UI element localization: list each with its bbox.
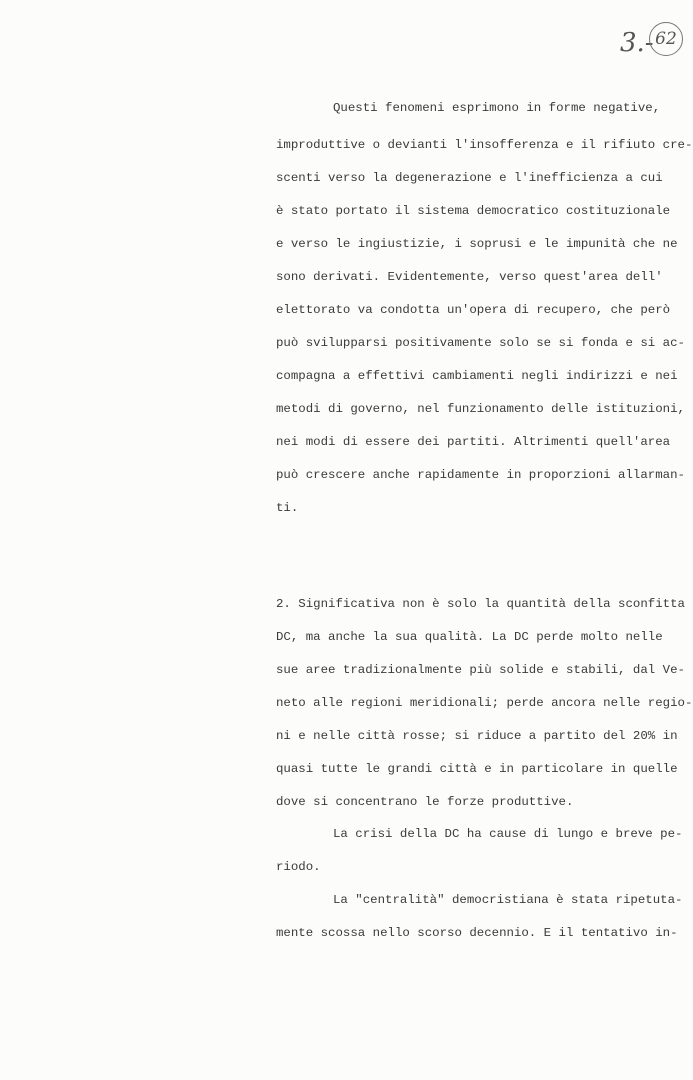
- text-line: improduttive o devianti l'insofferenza e il rifiuto cre-: [276, 138, 693, 152]
- text-line: compagna a effettivi cambiamenti negli indirizzi e nei: [276, 369, 678, 383]
- text-line: può svilupparsi positivamente solo se si fonda e si ac-: [276, 336, 685, 350]
- text-line: ni e nelle città rosse; si riduce a partito del 20% in: [276, 729, 678, 743]
- page-number: 3.-: [620, 28, 654, 58]
- text-line: La "centralità" democristiana è stata ripetuta-: [333, 893, 683, 907]
- text-line: e verso le ingiustizie, i soprusi e le impunità che ne: [276, 237, 678, 251]
- text-line: ti.: [276, 501, 299, 515]
- text-line: riodo.: [276, 860, 321, 874]
- text-line: Questi fenomeni esprimono in forme negative,: [333, 101, 661, 115]
- text-line: neto alle regioni meridionali; perde ancora nelle regio-: [276, 696, 693, 710]
- text-line: mente scossa nello scorso decennio. E il tentativo in-: [276, 926, 678, 940]
- text-line: è stato portato il sistema democratico costituzionale: [276, 204, 671, 218]
- circled-page-number: 62: [649, 22, 683, 56]
- text-line: sue aree tradizionalmente più solide e stabili, dal Ve-: [276, 663, 685, 677]
- text-line: metodi di governo, nel funzionamento delle istituzioni,: [276, 402, 685, 416]
- text-line: elettorato va condotta un'opera di recupero, che però: [276, 303, 671, 317]
- page-number-mark: [612, 22, 684, 62]
- text-line: 2. Significativa non è solo la quantità della sconfitta: [276, 597, 685, 611]
- text-line: nei modi di essere dei partiti. Altrimenti quell'area: [276, 435, 671, 449]
- text-line: La crisi della DC ha cause di lungo e breve pe-: [333, 827, 683, 841]
- text-line: dove si concentrano le forze produttive.: [276, 795, 574, 809]
- text-line: scenti verso la degenerazione e l'inefficienza a cui: [276, 171, 663, 185]
- text-line: DC, ma anche la sua qualità. La DC perde molto nelle: [276, 630, 663, 644]
- text-line: può crescere anche rapidamente in proporzioni allarman-: [276, 468, 685, 482]
- text-line: sono derivati. Evidentemente, verso quest'area dell': [276, 270, 663, 284]
- text-line: quasi tutte le grandi città e in particolare in quelle: [276, 762, 678, 776]
